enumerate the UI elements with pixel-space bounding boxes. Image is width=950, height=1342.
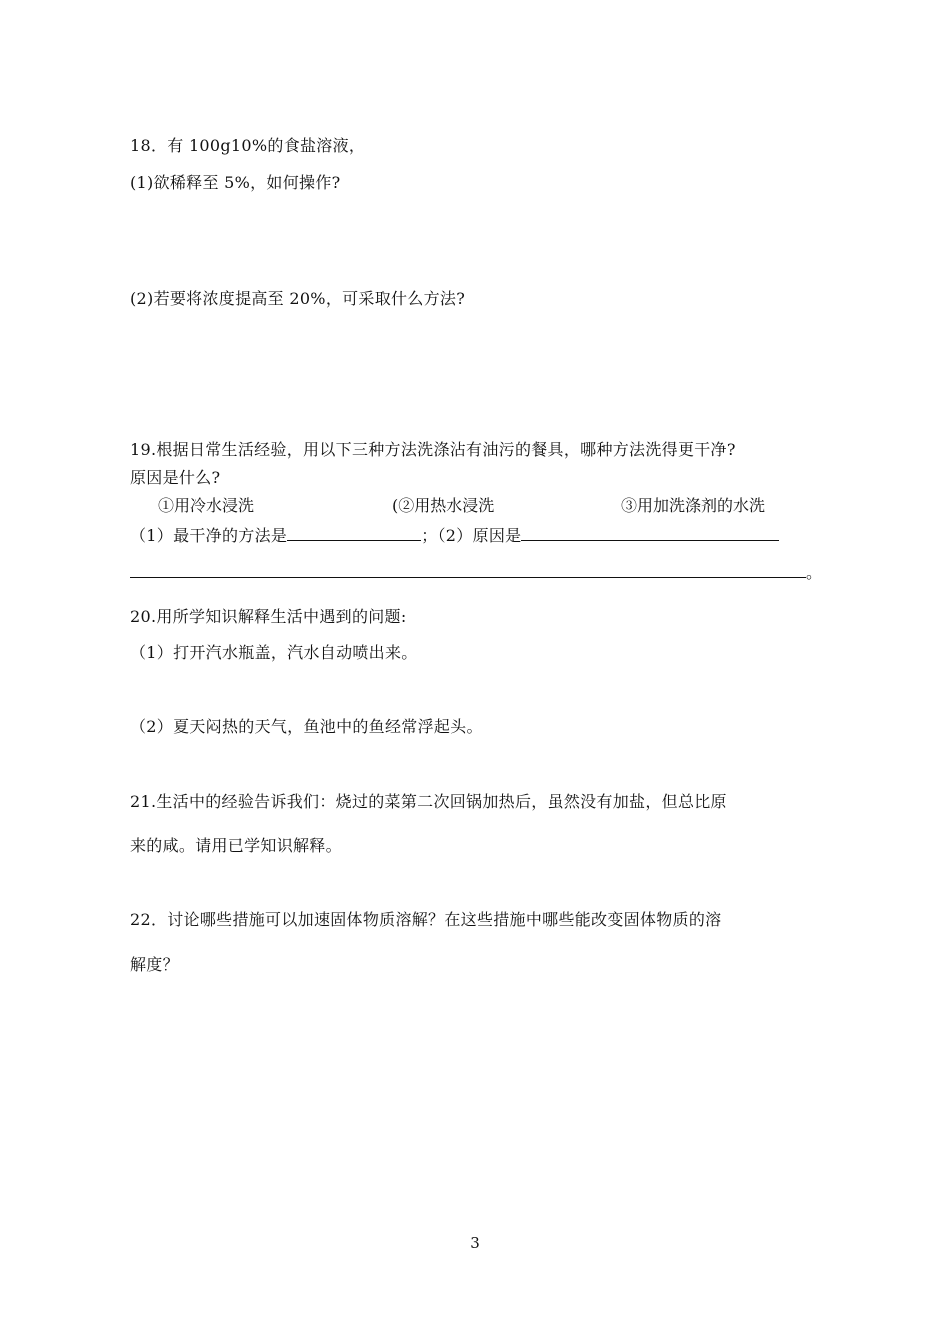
q18-title: 18．有 100g10%的食盐溶液， bbox=[130, 136, 366, 155]
q20-part2: （2）夏天闷热的天气，鱼池中的鱼经常浮起头。 bbox=[130, 717, 483, 736]
q19-line2: 原因是什么? bbox=[130, 468, 221, 487]
q22-line1: 22．讨论哪些措施可以加速固体物质溶解？在这些措施中哪些能改变固体物质的溶 bbox=[130, 910, 722, 929]
q18-part2: (2)若要将浓度提高至 20%，可采取什么方法? bbox=[130, 289, 466, 308]
q21-line2: 来的咸。请用已学知识解释。 bbox=[130, 836, 342, 855]
q19-answer-blank-2[interactable] bbox=[521, 524, 779, 541]
q19-continuation-row bbox=[130, 561, 822, 585]
q19-line1: 19.根据日常生活经验，用以下三种方法洗涤沾有油污的餐具，哪种方法洗得更干净? bbox=[130, 440, 736, 459]
q19-blank1-label: （1）最干净的方法是 bbox=[130, 526, 288, 545]
q22-line2: 解度？ bbox=[130, 955, 179, 974]
q19-end-mark: 。 bbox=[806, 563, 823, 582]
q19-answer-row bbox=[130, 524, 779, 548]
q19-answer-blank-3[interactable] bbox=[130, 561, 806, 578]
q20-title: 20.用所学知识解释生活中遇到的问题: bbox=[130, 607, 407, 626]
q18-part1: (1)欲稀释至 5%，如何操作? bbox=[130, 173, 341, 192]
q21-line1: 21.生活中的经验告诉我们：烧过的菜第二次回锅加热后，虽然没有加盐，但总比原 bbox=[130, 792, 727, 811]
q19-option-2: (②用热水浸洗 bbox=[392, 496, 495, 515]
q19-answer-blank-1[interactable] bbox=[287, 524, 421, 541]
page-number: 3 bbox=[470, 1234, 480, 1252]
q19-separator: ；（2）原因是 bbox=[421, 526, 522, 545]
q19-option-1: ①用冷水浸洗 bbox=[158, 496, 255, 515]
q20-part1: （1）打开汽水瓶盖，汽水自动喷出来。 bbox=[130, 643, 418, 662]
q19-option-3: ③用加洗涤剂的水洗 bbox=[621, 496, 766, 515]
